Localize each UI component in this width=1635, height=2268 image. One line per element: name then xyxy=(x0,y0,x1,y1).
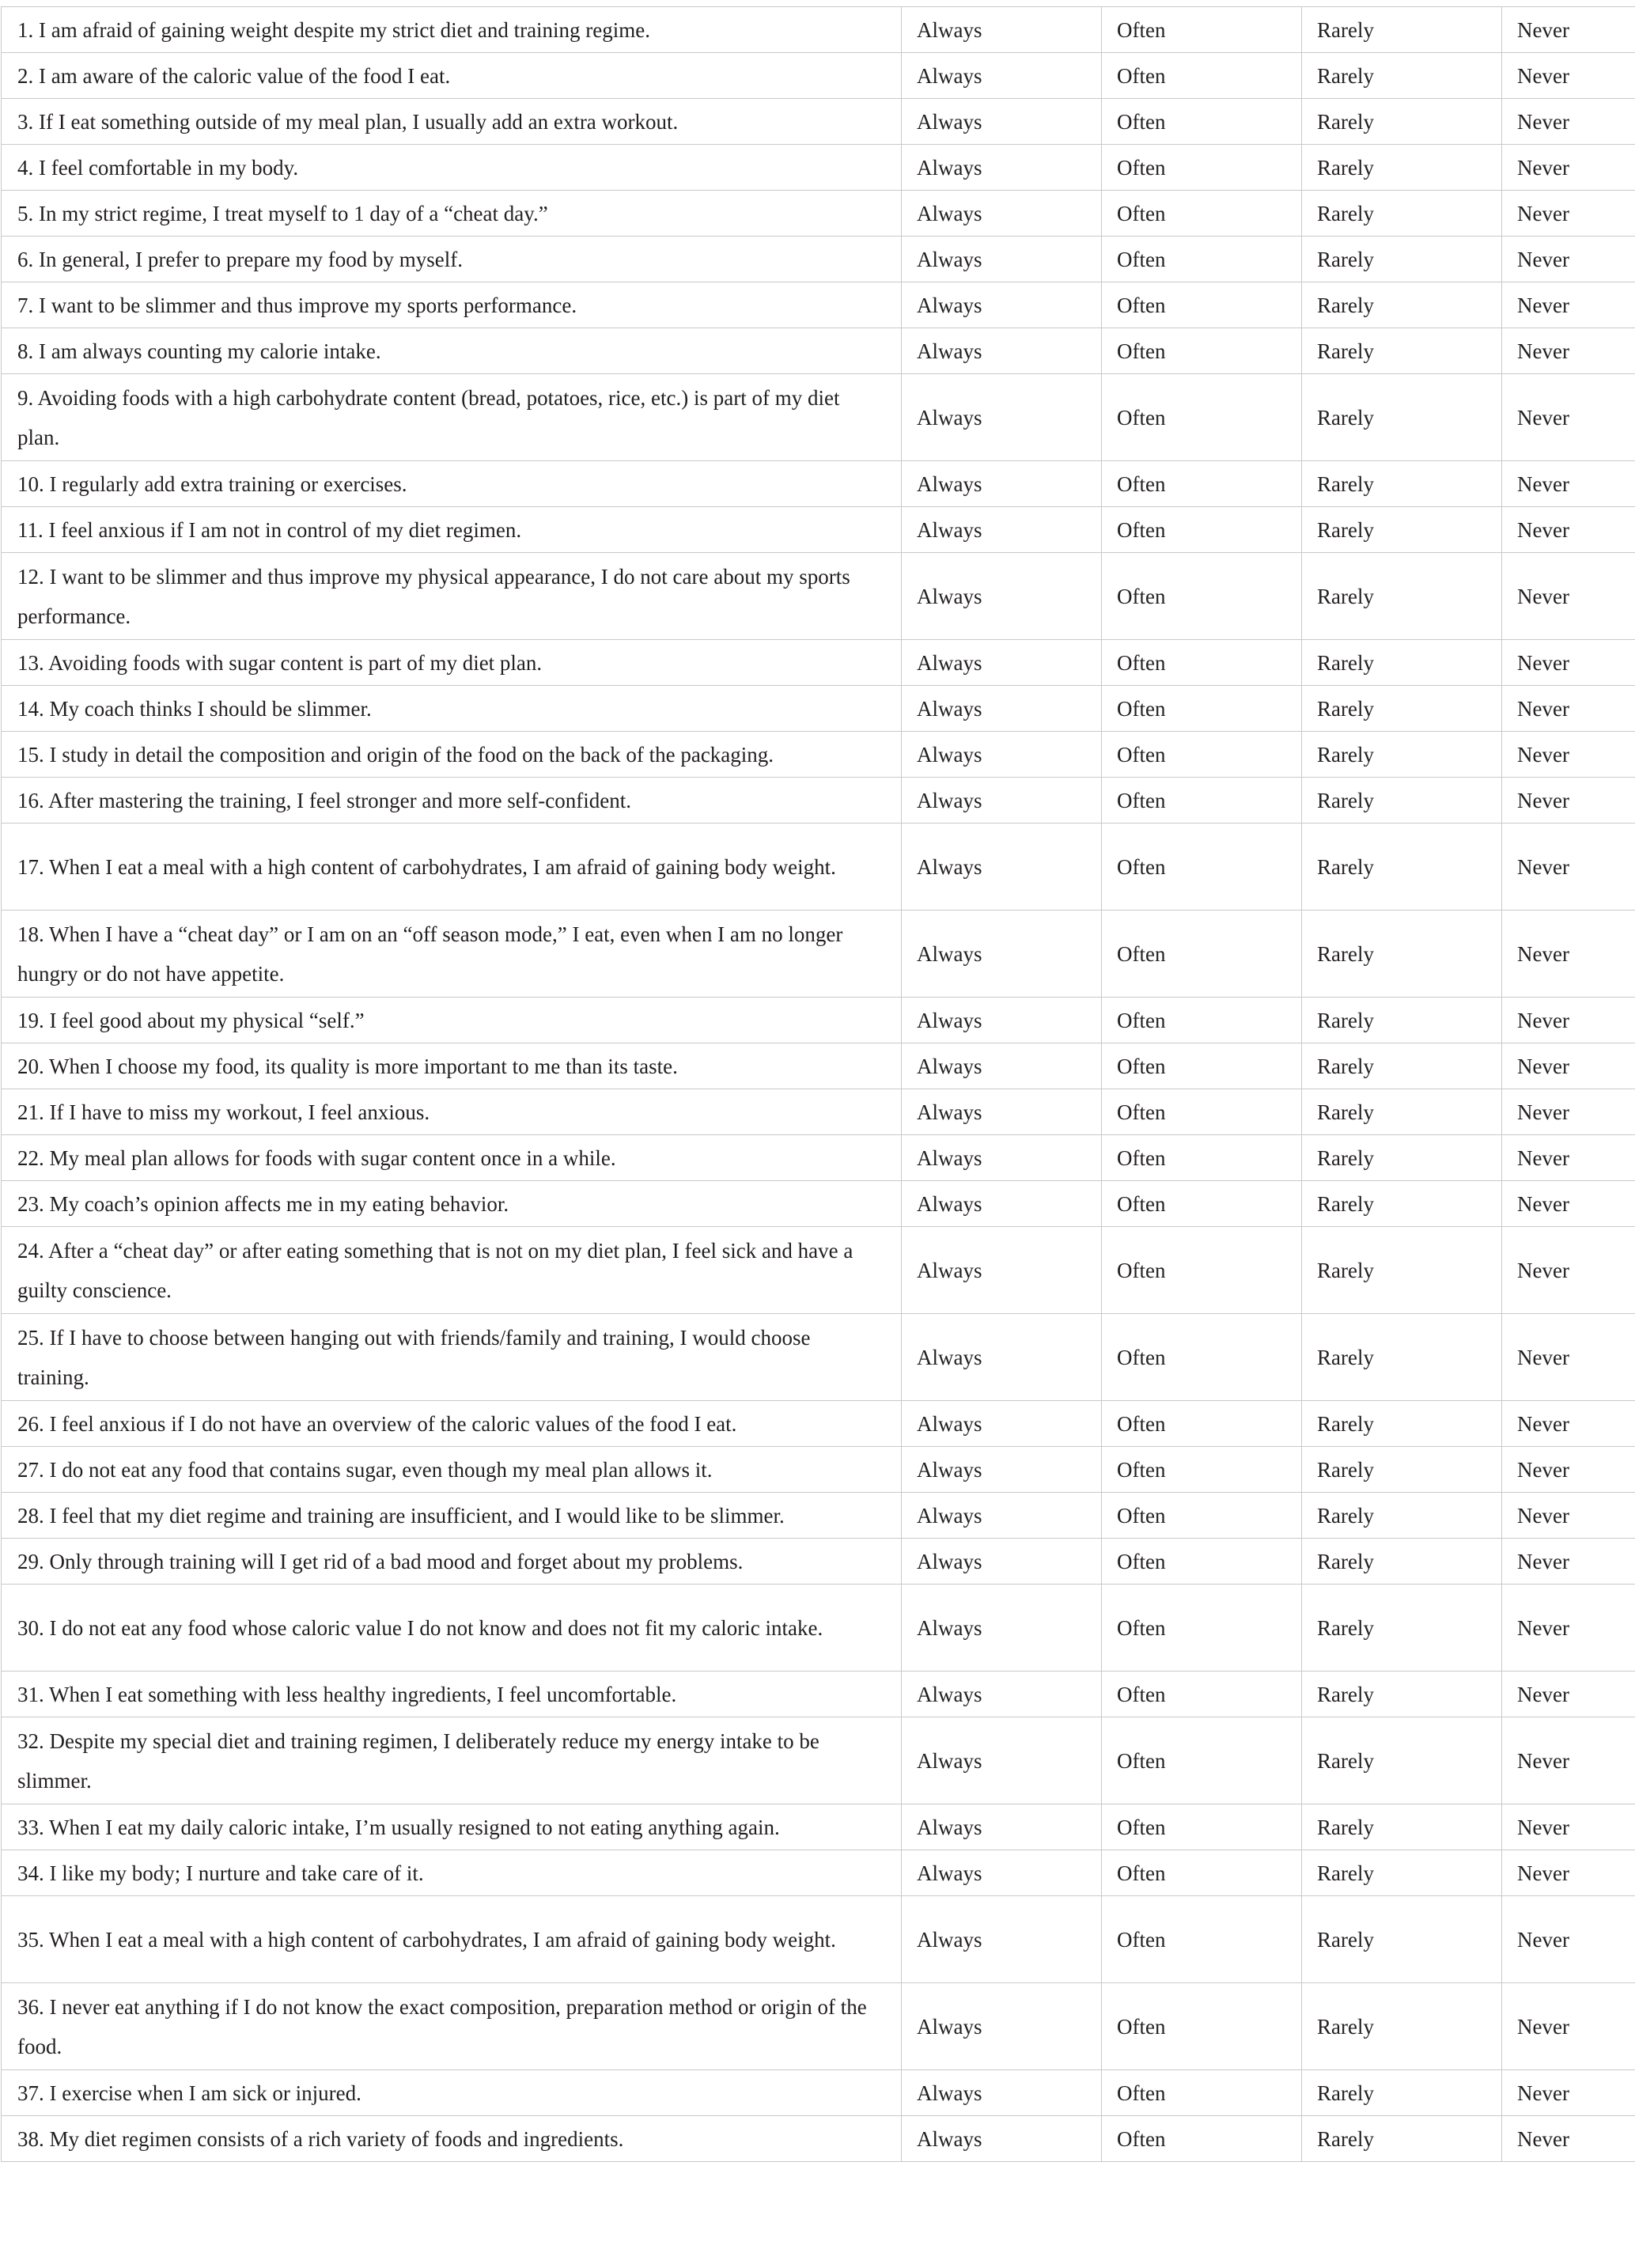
option-always[interactable]: Always xyxy=(902,686,1102,732)
option-often[interactable]: Often xyxy=(1102,328,1302,374)
option-never[interactable]: Never xyxy=(1502,686,1635,732)
questionnaire-body xyxy=(2,7,1635,2162)
question-text: 2. I am aware of the caloric value of the food I eat. xyxy=(2,53,902,99)
option-always[interactable]: Always xyxy=(902,1804,1102,1850)
option-often[interactable]: Often xyxy=(1102,640,1302,686)
option-never[interactable]: Never xyxy=(1502,237,1635,282)
option-always[interactable]: Always xyxy=(902,145,1102,191)
question-row xyxy=(2,824,1635,911)
option-rarely[interactable]: Rarely xyxy=(1302,7,1502,53)
option-always[interactable]: Always xyxy=(902,1447,1102,1493)
question-text: 1. I am afraid of gaining weight despite my strict diet and training regime. xyxy=(2,7,902,53)
option-rarely[interactable]: Rarely xyxy=(1302,1896,1502,1983)
option-often[interactable]: Often xyxy=(1102,824,1302,911)
option-rarely[interactable]: Rarely xyxy=(1302,640,1502,686)
option-never[interactable]: Never xyxy=(1502,7,1635,53)
question-row xyxy=(2,99,1635,145)
question-text: 15. I study in detail the composition and origin of the food on the back of the packaging. xyxy=(2,732,902,778)
option-always[interactable]: Always xyxy=(902,1043,1102,1089)
option-often[interactable]: Often xyxy=(1102,507,1302,553)
question-text: 27. I do not eat any food that contains sugar, even though my meal plan allows it. xyxy=(2,1447,902,1493)
option-never[interactable]: Never xyxy=(1502,998,1635,1043)
question-row xyxy=(2,911,1635,998)
question-text: 37. I exercise when I am sick or injured. xyxy=(2,2070,902,2116)
question-text: 17. When I eat a meal with a high content of carbohydrates, I am afraid of gaining body weight. xyxy=(2,824,902,911)
option-often[interactable]: Often xyxy=(1102,1804,1302,1850)
option-always[interactable]: Always xyxy=(902,328,1102,374)
option-always[interactable]: Always xyxy=(902,461,1102,507)
option-always[interactable]: Always xyxy=(902,911,1102,998)
option-rarely[interactable]: Rarely xyxy=(1302,1401,1502,1447)
option-never[interactable]: Never xyxy=(1502,374,1635,461)
option-rarely[interactable]: Rarely xyxy=(1302,328,1502,374)
option-rarely[interactable]: Rarely xyxy=(1302,461,1502,507)
question-text: 36. I never eat anything if I do not know the exact composition, preparation method or origin of the food. xyxy=(2,1983,902,2070)
option-never[interactable]: Never xyxy=(1502,1539,1635,1585)
option-often[interactable]: Often xyxy=(1102,1539,1302,1585)
option-rarely[interactable]: Rarely xyxy=(1302,53,1502,99)
option-never[interactable]: Never xyxy=(1502,53,1635,99)
question-text: 26. I feel anxious if I do not have an overview of the caloric values of the food I eat. xyxy=(2,1401,902,1447)
option-always[interactable]: Always xyxy=(902,7,1102,53)
option-rarely[interactable]: Rarely xyxy=(1302,1314,1502,1401)
question-row xyxy=(2,1089,1635,1135)
question-row xyxy=(2,2070,1635,2116)
option-often[interactable]: Often xyxy=(1102,1043,1302,1089)
option-rarely[interactable]: Rarely xyxy=(1302,1585,1502,1672)
option-rarely[interactable]: Rarely xyxy=(1302,553,1502,640)
question-row xyxy=(2,1983,1635,2070)
option-rarely[interactable]: Rarely xyxy=(1302,1089,1502,1135)
option-always[interactable]: Always xyxy=(902,1181,1102,1227)
option-always[interactable]: Always xyxy=(902,640,1102,686)
question-row xyxy=(2,7,1635,53)
option-always[interactable]: Always xyxy=(902,1717,1102,1804)
question-text: 35. When I eat a meal with a high content of carbohydrates, I am afraid of gaining body weight. xyxy=(2,1896,902,1983)
option-rarely[interactable]: Rarely xyxy=(1302,1717,1502,1804)
option-rarely[interactable]: Rarely xyxy=(1302,282,1502,328)
option-never[interactable]: Never xyxy=(1502,99,1635,145)
question-row xyxy=(2,1539,1635,1585)
question-text: 25. If I have to choose between hanging out with friends/family and training, I would choose training. xyxy=(2,1314,902,1401)
question-text: 34. I like my body; I nurture and take care of it. xyxy=(2,1850,902,1896)
option-rarely[interactable]: Rarely xyxy=(1302,1539,1502,1585)
question-row xyxy=(2,507,1635,553)
option-always[interactable]: Always xyxy=(902,282,1102,328)
question-text: 32. Despite my special diet and training regimen, I deliberately reduce my energy intake to be slimmer. xyxy=(2,1717,902,1804)
question-text: 30. I do not eat any food whose caloric value I do not know and does not fit my caloric intake. xyxy=(2,1585,902,1672)
question-row xyxy=(2,1135,1635,1181)
option-never[interactable]: Never xyxy=(1502,1896,1635,1983)
option-never[interactable]: Never xyxy=(1502,778,1635,824)
option-rarely[interactable]: Rarely xyxy=(1302,911,1502,998)
option-always[interactable]: Always xyxy=(902,1672,1102,1717)
question-text: 12. I want to be slimmer and thus improve my physical appearance, I do not care about my sports performance. xyxy=(2,553,902,640)
option-never[interactable]: Never xyxy=(1502,1804,1635,1850)
option-often[interactable]: Often xyxy=(1102,1401,1302,1447)
option-often[interactable]: Often xyxy=(1102,237,1302,282)
option-never[interactable]: Never xyxy=(1502,1043,1635,1089)
option-often[interactable]: Often xyxy=(1102,778,1302,824)
question-text: 22. My meal plan allows for foods with sugar content once in a while. xyxy=(2,1135,902,1181)
option-often[interactable]: Often xyxy=(1102,1181,1302,1227)
option-often[interactable]: Often xyxy=(1102,1089,1302,1135)
option-always[interactable]: Always xyxy=(902,1401,1102,1447)
question-row xyxy=(2,1447,1635,1493)
option-often[interactable]: Often xyxy=(1102,2116,1302,2162)
option-rarely[interactable]: Rarely xyxy=(1302,191,1502,237)
question-row xyxy=(2,1804,1635,1850)
option-never[interactable]: Never xyxy=(1502,553,1635,640)
question-text: 18. When I have a “cheat day” or I am on an “off season mode,” I eat, even when I am no longer hungry or do not have appetite. xyxy=(2,911,902,998)
option-often[interactable]: Often xyxy=(1102,1493,1302,1539)
option-never[interactable]: Never xyxy=(1502,1585,1635,1672)
option-often[interactable]: Often xyxy=(1102,1585,1302,1672)
option-never[interactable]: Never xyxy=(1502,1227,1635,1314)
question-row xyxy=(2,686,1635,732)
option-rarely[interactable]: Rarely xyxy=(1302,1672,1502,1717)
option-never[interactable]: Never xyxy=(1502,1493,1635,1539)
question-row xyxy=(2,732,1635,778)
option-never[interactable]: Never xyxy=(1502,1717,1635,1804)
question-text: 16. After mastering the training, I feel stronger and more self-confident. xyxy=(2,778,902,824)
option-always[interactable]: Always xyxy=(902,824,1102,911)
option-rarely[interactable]: Rarely xyxy=(1302,1983,1502,2070)
question-text: 4. I feel comfortable in my body. xyxy=(2,145,902,191)
option-never[interactable]: Never xyxy=(1502,1401,1635,1447)
question-row xyxy=(2,374,1635,461)
option-often[interactable]: Often xyxy=(1102,2070,1302,2116)
option-never[interactable]: Never xyxy=(1502,1089,1635,1135)
option-rarely[interactable]: Rarely xyxy=(1302,145,1502,191)
option-often[interactable]: Often xyxy=(1102,282,1302,328)
option-never[interactable]: Never xyxy=(1502,507,1635,553)
question-row xyxy=(2,1672,1635,1717)
questionnaire-table xyxy=(1,6,1635,2162)
option-often[interactable]: Often xyxy=(1102,1983,1302,2070)
option-always[interactable]: Always xyxy=(902,53,1102,99)
question-text: 10. I regularly add extra training or exercises. xyxy=(2,461,902,507)
option-never[interactable]: Never xyxy=(1502,1447,1635,1493)
option-always[interactable]: Always xyxy=(902,1227,1102,1314)
question-row xyxy=(2,237,1635,282)
question-text: 19. I feel good about my physical “self.” xyxy=(2,998,902,1043)
option-always[interactable]: Always xyxy=(902,99,1102,145)
option-rarely[interactable]: Rarely xyxy=(1302,237,1502,282)
option-rarely[interactable]: Rarely xyxy=(1302,1181,1502,1227)
option-rarely[interactable]: Rarely xyxy=(1302,1493,1502,1539)
option-often[interactable]: Often xyxy=(1102,732,1302,778)
option-often[interactable]: Often xyxy=(1102,53,1302,99)
option-rarely[interactable]: Rarely xyxy=(1302,1135,1502,1181)
option-never[interactable]: Never xyxy=(1502,2116,1635,2162)
question-text: 11. I feel anxious if I am not in control of my diet regimen. xyxy=(2,507,902,553)
option-often[interactable]: Often xyxy=(1102,1672,1302,1717)
option-never[interactable]: Never xyxy=(1502,732,1635,778)
option-often[interactable]: Often xyxy=(1102,145,1302,191)
question-text: 29. Only through training will I get rid of a bad mood and forget about my problems. xyxy=(2,1539,902,1585)
option-never[interactable]: Never xyxy=(1502,1850,1635,1896)
option-never[interactable]: Never xyxy=(1502,2070,1635,2116)
option-never[interactable]: Never xyxy=(1502,640,1635,686)
question-row xyxy=(2,461,1635,507)
option-rarely[interactable]: Rarely xyxy=(1302,2070,1502,2116)
option-always[interactable]: Always xyxy=(902,1850,1102,1896)
question-text: 24. After a “cheat day” or after eating something that is not on my diet plan, I feel sick and have a guilty conscience. xyxy=(2,1227,902,1314)
question-text: 14. My coach thinks I should be slimmer. xyxy=(2,686,902,732)
question-row xyxy=(2,1850,1635,1896)
question-text: 13. Avoiding foods with sugar content is part of my diet plan. xyxy=(2,640,902,686)
question-text: 23. My coach’s opinion affects me in my eating behavior. xyxy=(2,1181,902,1227)
option-always[interactable]: Always xyxy=(902,507,1102,553)
option-often[interactable]: Often xyxy=(1102,191,1302,237)
option-rarely[interactable]: Rarely xyxy=(1302,2116,1502,2162)
option-never[interactable]: Never xyxy=(1502,328,1635,374)
question-row xyxy=(2,1717,1635,1804)
option-never[interactable]: Never xyxy=(1502,1672,1635,1717)
question-row xyxy=(2,145,1635,191)
option-often[interactable]: Often xyxy=(1102,911,1302,998)
question-text: 21. If I have to miss my workout, I feel anxious. xyxy=(2,1089,902,1135)
question-text: 28. I feel that my diet regime and training are insufficient, and I would like to be slimmer. xyxy=(2,1493,902,1539)
question-text: 38. My diet regimen consists of a rich variety of foods and ingredients. xyxy=(2,2116,902,2162)
question-text: 6. In general, I prefer to prepare my food by myself. xyxy=(2,237,902,282)
option-never[interactable]: Never xyxy=(1502,145,1635,191)
option-often[interactable]: Often xyxy=(1102,99,1302,145)
option-never[interactable]: Never xyxy=(1502,824,1635,911)
option-rarely[interactable]: Rarely xyxy=(1302,732,1502,778)
question-row xyxy=(2,778,1635,824)
option-always[interactable]: Always xyxy=(902,2070,1102,2116)
option-always[interactable]: Always xyxy=(902,553,1102,640)
option-always[interactable]: Always xyxy=(902,1135,1102,1181)
option-always[interactable]: Always xyxy=(902,778,1102,824)
option-rarely[interactable]: Rarely xyxy=(1302,998,1502,1043)
option-rarely[interactable]: Rarely xyxy=(1302,1227,1502,1314)
option-always[interactable]: Always xyxy=(902,237,1102,282)
question-row xyxy=(2,1227,1635,1314)
option-always[interactable]: Always xyxy=(902,374,1102,461)
question-text: 7. I want to be slimmer and thus improve my sports performance. xyxy=(2,282,902,328)
option-often[interactable]: Often xyxy=(1102,1896,1302,1983)
option-often[interactable]: Often xyxy=(1102,553,1302,640)
option-often[interactable]: Often xyxy=(1102,1227,1302,1314)
option-rarely[interactable]: Rarely xyxy=(1302,1804,1502,1850)
option-rarely[interactable]: Rarely xyxy=(1302,1850,1502,1896)
option-rarely[interactable]: Rarely xyxy=(1302,374,1502,461)
question-text: 8. I am always counting my calorie intake. xyxy=(2,328,902,374)
option-always[interactable]: Always xyxy=(902,1585,1102,1672)
question-row xyxy=(2,191,1635,237)
option-always[interactable]: Always xyxy=(902,1314,1102,1401)
option-always[interactable]: Always xyxy=(902,1493,1102,1539)
question-row xyxy=(2,1493,1635,1539)
question-row xyxy=(2,998,1635,1043)
question-row xyxy=(2,328,1635,374)
option-often[interactable]: Often xyxy=(1102,461,1302,507)
option-often[interactable]: Often xyxy=(1102,1717,1302,1804)
option-never[interactable]: Never xyxy=(1502,191,1635,237)
option-always[interactable]: Always xyxy=(902,1089,1102,1135)
option-never[interactable]: Never xyxy=(1502,282,1635,328)
option-rarely[interactable]: Rarely xyxy=(1302,824,1502,911)
option-rarely[interactable]: Rarely xyxy=(1302,99,1502,145)
question-text: 31. When I eat something with less healthy ingredients, I feel uncomfortable. xyxy=(2,1672,902,1717)
option-never[interactable]: Never xyxy=(1502,1983,1635,2070)
question-row xyxy=(2,53,1635,99)
option-always[interactable]: Always xyxy=(902,1896,1102,1983)
option-always[interactable]: Always xyxy=(902,191,1102,237)
option-rarely[interactable]: Rarely xyxy=(1302,778,1502,824)
option-often[interactable]: Often xyxy=(1102,1850,1302,1896)
question-row xyxy=(2,282,1635,328)
question-row xyxy=(2,553,1635,640)
option-never[interactable]: Never xyxy=(1502,911,1635,998)
question-row xyxy=(2,1585,1635,1672)
question-row xyxy=(2,1896,1635,1983)
option-rarely[interactable]: Rarely xyxy=(1302,686,1502,732)
option-always[interactable]: Always xyxy=(902,1983,1102,2070)
option-often[interactable]: Often xyxy=(1102,1314,1302,1401)
option-rarely[interactable]: Rarely xyxy=(1302,1043,1502,1089)
option-never[interactable]: Never xyxy=(1502,1314,1635,1401)
question-text: 20. When I choose my food, its quality is more important to me than its taste. xyxy=(2,1043,902,1089)
option-often[interactable]: Often xyxy=(1102,374,1302,461)
question-text: 5. In my strict regime, I treat myself to 1 day of a “cheat day.” xyxy=(2,191,902,237)
option-rarely[interactable]: Rarely xyxy=(1302,1447,1502,1493)
question-row xyxy=(2,1181,1635,1227)
question-row xyxy=(2,1401,1635,1447)
question-row xyxy=(2,1314,1635,1401)
option-always[interactable]: Always xyxy=(902,732,1102,778)
question-text: 3. If I eat something outside of my meal plan, I usually add an extra workout. xyxy=(2,99,902,145)
question-text: 9. Avoiding foods with a high carbohydrate content (bread, potatoes, rice, etc.) is part of my diet plan. xyxy=(2,374,902,461)
option-always[interactable]: Always xyxy=(902,1539,1102,1585)
option-never[interactable]: Never xyxy=(1502,1135,1635,1181)
option-never[interactable]: Never xyxy=(1502,1181,1635,1227)
option-often[interactable]: Often xyxy=(1102,1135,1302,1181)
option-never[interactable]: Never xyxy=(1502,461,1635,507)
question-text: 33. When I eat my daily caloric intake, I’m usually resigned to not eating anything again. xyxy=(2,1804,902,1850)
option-often[interactable]: Often xyxy=(1102,686,1302,732)
option-often[interactable]: Often xyxy=(1102,1447,1302,1493)
option-often[interactable]: Often xyxy=(1102,7,1302,53)
question-row xyxy=(2,1043,1635,1089)
option-always[interactable]: Always xyxy=(902,2116,1102,2162)
question-row xyxy=(2,2116,1635,2162)
question-row xyxy=(2,640,1635,686)
option-rarely[interactable]: Rarely xyxy=(1302,507,1502,553)
option-always[interactable]: Always xyxy=(902,998,1102,1043)
option-often[interactable]: Often xyxy=(1102,998,1302,1043)
